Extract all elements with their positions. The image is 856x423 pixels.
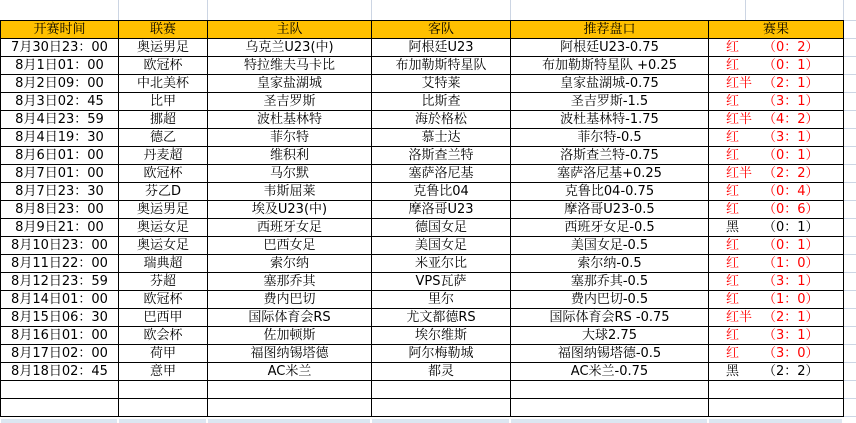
gridline-vertical [118,0,119,20]
cell-away-team[interactable]: 阿尔梅勒城 [372,345,511,363]
cell-handicap[interactable]: 皇家盐湖城-0.75 [511,75,709,93]
result-score: （2：1） [763,76,819,91]
cell-handicap[interactable]: 洛斯查兰特-0.75 [511,147,709,165]
cell-result[interactable] [709,327,844,345]
gridline-vertical [745,0,746,20]
cell-result[interactable] [709,129,844,147]
cell-away-team[interactable]: 比斯查 [372,93,511,111]
result-verdict: 红半 [726,76,753,91]
cell-handicap[interactable]: 塞萨洛尼基+0.25 [511,165,709,183]
cell-league[interactable]: 瑞典超 [119,255,208,273]
table-row [1,237,844,255]
cell-result[interactable] [709,345,844,363]
cell-league[interactable]: 巴西甲 [119,309,208,327]
cell-league[interactable]: 欧会杯 [119,327,208,345]
gridline-horizontal [844,56,856,57]
cell-away-team[interactable]: 摩洛哥U23 [372,201,511,219]
cell-match-time[interactable]: 8月12日23：59 [1,273,119,291]
result-score: （0：1） [763,58,819,73]
table-row [1,57,844,75]
cell-away-team[interactable]: 布加勒斯特星队 [372,57,511,75]
cell-home-team[interactable]: 费内巴切 [208,291,372,309]
cell-away-team[interactable]: 塞萨洛尼基 [372,165,511,183]
next-row-strip [208,419,370,423]
result-verdict: 红 [726,94,740,109]
cell-league[interactable]: 奥运男足 [119,201,208,219]
table-row [1,255,844,273]
cell-home-team[interactable]: AC米兰 [208,363,372,381]
result-verdict: 红半 [726,112,753,127]
result-score: （2：1） [763,310,819,325]
table-row [1,147,844,165]
cell-handicap[interactable]: 福图纳锡塔德-0.5 [511,345,709,363]
result-score: （2：2） [763,364,819,379]
cell-result[interactable] [709,75,844,93]
result-verdict: 红 [726,328,740,343]
cell-result[interactable] [709,57,844,75]
table-row [1,345,844,363]
cell-handicap[interactable]: 美国女足-0.5 [511,237,709,255]
result-verdict: 红 [726,184,740,199]
cell-handicap[interactable]: 布加勒斯特星队 +0.25 [511,57,709,75]
gridline-horizontal [844,380,856,381]
cell-result[interactable] [709,147,844,165]
cell-handicap[interactable]: 克鲁比04-0.75 [511,183,709,201]
result-score: （4：2） [763,112,819,127]
cell-home-team[interactable]: 佐加顿斯 [208,327,372,345]
cell-league[interactable]: 奥运女足 [119,219,208,237]
cell-result[interactable] [709,183,844,201]
gridline-vertical [510,0,511,20]
result-verdict: 红 [726,40,740,55]
column-header-result[interactable]: 赛果 [709,21,844,39]
cell-match-time[interactable]: 8月17日02：00 [1,345,119,363]
cell-league[interactable]: 奥运女足 [119,237,208,255]
cell-league[interactable]: 挪超 [119,111,208,129]
cell-home-team[interactable]: 索尔纳 [208,255,372,273]
gridline-horizontal [844,164,856,165]
gridline-vertical [371,0,372,20]
empty-cell[interactable] [1,381,119,399]
gridline-horizontal [844,344,856,345]
cell-handicap[interactable]: AC米兰-0.75 [511,363,709,381]
cell-league[interactable]: 中北美杯 [119,75,208,93]
gridline-vertical [207,0,208,20]
result-score: （3：1） [763,274,819,289]
cell-handicap[interactable]: 西班牙女足-0.5 [511,219,709,237]
gridline-horizontal [844,218,856,219]
gridline-horizontal [844,128,856,129]
cell-home-team[interactable]: 巴西女足 [208,237,372,255]
cell-handicap[interactable]: 大球2.75 [511,327,709,345]
result-verdict: 红 [726,58,740,73]
gridline-horizontal [844,272,856,273]
cell-away-team[interactable]: 洛斯查兰特 [372,147,511,165]
gridline-horizontal [844,362,856,363]
cell-match-time[interactable]: 8月4日23：59 [1,111,119,129]
table-row [1,129,844,147]
table-row [1,309,844,327]
column-header-home-team[interactable]: 主队 [208,21,372,39]
result-score: （3：1） [763,130,819,145]
result-score: （1：0） [763,292,819,307]
next-row-strip [709,419,842,423]
table-row [1,291,844,309]
cell-home-team[interactable]: 皇家盐湖城 [208,75,372,93]
cell-league[interactable]: 意甲 [119,363,208,381]
gridline-horizontal [844,146,856,147]
cell-match-time[interactable]: 8月18日02：45 [1,363,119,381]
gridline-horizontal [844,254,856,255]
cell-match-time[interactable]: 8月11日22：00 [1,255,119,273]
result-verdict: 黑 [726,220,740,235]
result-score: （3：0） [763,346,819,361]
cell-handicap[interactable]: 国际体育会RS -0.75 [511,309,709,327]
gridline-horizontal [844,308,856,309]
gridline-horizontal [844,92,856,93]
cell-home-team[interactable]: 国际体育会RS [208,309,372,327]
cell-result[interactable] [709,309,844,327]
empty-cell[interactable] [119,381,208,399]
cell-match-time[interactable]: 8月1日01：00 [1,57,119,75]
result-score: （0：1） [763,238,819,253]
gridline-horizontal [844,200,856,201]
result-score: （3：1） [763,328,819,343]
cell-match-time[interactable]: 7月30日23：00 [1,39,119,57]
table-row [1,273,844,291]
cell-league[interactable]: 德乙 [119,129,208,147]
gridline-vertical [843,0,844,20]
cell-league[interactable]: 欧冠杯 [119,291,208,309]
table-row [1,327,844,345]
cell-away-team[interactable]: 阿根廷U23 [372,39,511,57]
cell-away-team[interactable]: 米亚尔比 [372,255,511,273]
cell-match-time[interactable]: 8月7日23：30 [1,183,119,201]
result-verdict: 黑 [726,364,740,379]
cell-home-team[interactable]: 韦斯屈莱 [208,183,372,201]
table-row [1,219,844,237]
cell-home-team[interactable]: 圣吉罗斯 [208,93,372,111]
gridline-horizontal [844,416,856,417]
cell-result[interactable] [709,219,844,237]
table-row [1,363,844,381]
cell-home-team[interactable]: 维积利 [208,147,372,165]
empty-cell[interactable] [372,381,511,399]
next-row-strip [511,419,707,423]
result-score: （0：6） [763,202,819,217]
cell-league[interactable]: 比甲 [119,93,208,111]
cell-league[interactable]: 荷甲 [119,345,208,363]
cell-away-team[interactable]: 海於格松 [372,111,511,129]
cell-handicap[interactable]: 摩洛哥U23-0.5 [511,201,709,219]
cell-league[interactable]: 芬超 [119,273,208,291]
cell-result[interactable] [709,255,844,273]
result-score: （0：1） [763,220,819,235]
next-row-strip [119,419,206,423]
gridline-horizontal [844,182,856,183]
gridline-horizontal [844,38,856,39]
cell-result[interactable] [709,39,844,57]
cell-league[interactable]: 欧冠杯 [119,57,208,75]
empty-cell[interactable] [511,399,709,417]
next-row-strip [1,419,117,423]
cell-home-team[interactable]: 波杜基林特 [208,111,372,129]
gridline-horizontal [844,20,856,21]
cell-match-time[interactable]: 8月3日02：45 [1,93,119,111]
betting-results-table [0,20,844,417]
cell-league[interactable]: 芬乙D [119,183,208,201]
cell-match-time[interactable]: 8月15日06：30 [1,309,119,327]
cell-away-team[interactable]: 埃尔维斯 [372,327,511,345]
cell-away-team[interactable]: 德国女足 [372,219,511,237]
result-verdict: 红 [726,292,740,307]
cell-home-team[interactable]: 埃及U23(中) [208,201,372,219]
cell-away-team[interactable]: VPS瓦萨 [372,273,511,291]
result-score: （1：0） [763,256,819,271]
cell-league[interactable]: 欧冠杯 [119,165,208,183]
cell-away-team[interactable]: 都灵 [372,363,511,381]
gridline-horizontal [844,236,856,237]
result-verdict: 红 [726,346,740,361]
column-header-match-time[interactable]: 开赛时间 [1,21,119,39]
cell-handicap[interactable]: 菲尔特-0.5 [511,129,709,147]
cell-result[interactable] [709,93,844,111]
empty-cell[interactable] [1,399,119,417]
empty-table-row [1,399,844,417]
empty-cell[interactable] [208,399,372,417]
cell-result[interactable] [709,237,844,255]
cell-result[interactable] [709,111,844,129]
result-verdict: 红 [726,238,740,253]
next-row-strip [372,419,509,423]
result-verdict: 红半 [726,166,753,181]
table-row [1,75,844,93]
cell-result[interactable] [709,165,844,183]
gridline-horizontal [844,326,856,327]
cell-home-team[interactable]: 特拉维夫马卡比 [208,57,372,75]
cell-home-team[interactable]: 福图纳锡塔德 [208,345,372,363]
cell-league[interactable]: 丹麦超 [119,147,208,165]
result-verdict: 红 [726,256,740,271]
empty-table-row [1,381,844,399]
cell-home-team[interactable]: 西班牙女足 [208,219,372,237]
table-row [1,111,844,129]
header-row [1,21,844,39]
gridline-horizontal [844,398,856,399]
cell-handicap[interactable]: 塞那乔其-0.5 [511,273,709,291]
table-row [1,93,844,111]
empty-cell[interactable] [511,381,709,399]
result-verdict: 红 [726,130,740,145]
cell-match-time[interactable]: 8月4日19：30 [1,129,119,147]
table-row [1,183,844,201]
cell-result[interactable] [709,363,844,381]
empty-cell[interactable] [372,399,511,417]
cell-result[interactable] [709,201,844,219]
column-header-away-team[interactable]: 客队 [372,21,511,39]
empty-cell[interactable] [709,399,844,417]
result-verdict: 红半 [726,310,753,325]
cell-result[interactable] [709,273,844,291]
result-verdict: 红 [726,274,740,289]
cell-match-time[interactable]: 8月14日01：00 [1,291,119,309]
gridline-horizontal [844,110,856,111]
cell-away-team[interactable]: 艾特莱 [372,75,511,93]
table-row [1,39,844,57]
gridline-horizontal [844,290,856,291]
cell-match-time[interactable]: 8月6日01：00 [1,147,119,165]
cell-match-time[interactable]: 8月10日23：00 [1,237,119,255]
gridline-horizontal [844,74,856,75]
result-score: （0：2） [763,40,819,55]
cell-away-team[interactable]: 美国女足 [372,237,511,255]
table-row [1,201,844,219]
cell-handicap[interactable]: 费内巴切-0.5 [511,291,709,309]
result-verdict: 红 [726,148,740,163]
empty-cell[interactable] [709,381,844,399]
cell-handicap[interactable]: 索尔纳-0.5 [511,255,709,273]
result-score: （0：4） [763,184,819,199]
cell-result[interactable] [709,291,844,309]
result-score: （3：1） [763,94,819,109]
column-header-league[interactable]: 联赛 [119,21,208,39]
cell-home-team[interactable]: 乌克兰U23(中) [208,39,372,57]
cell-away-team[interactable]: 里尔 [372,291,511,309]
cell-away-team[interactable]: 克鲁比04 [372,183,511,201]
cell-away-team[interactable]: 尤文都德RS [372,309,511,327]
result-score: （0：1） [763,148,819,163]
cell-handicap[interactable]: 阿根廷U23-0.75 [511,39,709,57]
cell-away-team[interactable]: 慕士达 [372,129,511,147]
cell-handicap[interactable]: 波杜基林特-1.75 [511,111,709,129]
result-verdict: 红 [726,202,740,217]
cell-match-time[interactable]: 8月16日01：00 [1,327,119,345]
cell-match-time[interactable]: 8月8日23：00 [1,201,119,219]
cell-match-time[interactable]: 8月9日21：00 [1,219,119,237]
result-score: （2：2） [763,166,819,181]
cell-match-time[interactable]: 8月2日09：00 [1,75,119,93]
cell-home-team[interactable]: 塞那乔其 [208,273,372,291]
empty-cell[interactable] [208,381,372,399]
cell-home-team[interactable]: 菲尔特 [208,129,372,147]
cell-home-team[interactable]: 马尔默 [208,165,372,183]
cell-league[interactable]: 奥运男足 [119,39,208,57]
table-row [1,165,844,183]
cell-match-time[interactable]: 8月7日01：00 [1,165,119,183]
column-header-handicap[interactable]: 推荐盘口 [511,21,709,39]
cell-handicap[interactable]: 圣吉罗斯-1.5 [511,93,709,111]
empty-cell[interactable] [119,399,208,417]
